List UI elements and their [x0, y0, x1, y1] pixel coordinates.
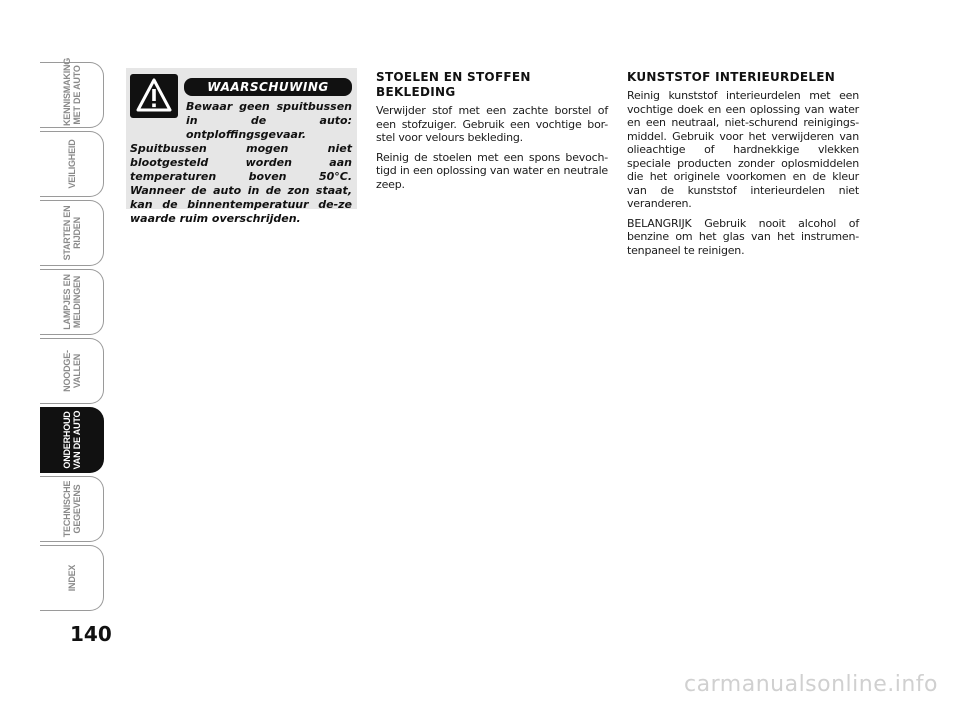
tab-label: LAMPJES EN MELDINGEN: [61, 274, 82, 330]
tab-label: KENNISMAKING MET DE AUTO: [61, 57, 82, 126]
tab-index[interactable]: [40, 545, 104, 611]
tab-noodgevallen[interactable]: [40, 338, 104, 404]
section-kunststof: [627, 70, 859, 263]
paragraph: Verwijder stof met een zachte borstel of een stofzuiger. Gebruik een vochtige bor-stel voor velours bekleding.: [376, 104, 608, 144]
tab-label: INDEX: [66, 564, 77, 592]
warning-text-rest: Spuitbussen mogen niet blootgesteld worden aan temperaturen boven 50°C. Wanneer de auto in de zon staat, kan de binnentemperatuur de-ze waarde ruim overschrijden.: [130, 142, 352, 225]
tab-technische-gegevens[interactable]: [40, 476, 104, 542]
page-number: 140: [70, 622, 112, 646]
tab-starten-en-rijden[interactable]: [40, 200, 104, 266]
paragraph: Reinig de stoelen met een spons bevoch-tigd in een oplossing van water en neutrale zeep.: [376, 150, 608, 191]
chapter-tabs: [40, 57, 106, 614]
tab-label: STARTEN EN RIJDEN: [61, 205, 82, 261]
warning-title: WAARSCHUWING: [184, 78, 352, 96]
warning-box: [126, 68, 357, 225]
paragraph: BELANGRIJK Gebruik nooit alcohol of benzine om het glas van het instrumen-tenpaneel te reinigen.: [627, 216, 859, 257]
warning-text: [130, 100, 352, 226]
tab-veiligheid[interactable]: [40, 131, 104, 197]
tab-label: ONDERHOUD VAN DE AUTO: [61, 410, 82, 470]
tab-label: NOODGE- VALLEN: [61, 350, 82, 392]
section-heading: KUNSTSTOF INTERIEURDELEN: [627, 70, 836, 84]
warning-text-first: Bewaar geen spuitbussen in de auto: ontploffingsgevaar.: [186, 100, 352, 141]
watermark: carmanualsonline.info: [684, 672, 938, 697]
section-heading: STOELEN EN STOFFEN BEKLEDING: [376, 70, 531, 99]
section-stoelen: [376, 70, 608, 197]
tab-lampjes-en-meldingen[interactable]: [40, 269, 104, 335]
tab-label: VEILIGHEID: [66, 139, 77, 189]
paragraph: Reinig kunststof interieurdelen met een vochtige doek en een oplossing van water en een neutraal, niet-schurend reinigings-middel. Gebruik voor het verwijderen van olieachtige of hardnekkige vlekken speciale producten zonder oplosmiddelen die het originele voorkomen en de kleur van de kunststof interieurdelen niet veranderen.: [627, 89, 859, 210]
tab-kennismaking[interactable]: [40, 57, 104, 128]
tab-onderhoud[interactable]: [40, 407, 104, 473]
tab-label: TECHNISCHE GEGEVENS: [61, 480, 82, 538]
